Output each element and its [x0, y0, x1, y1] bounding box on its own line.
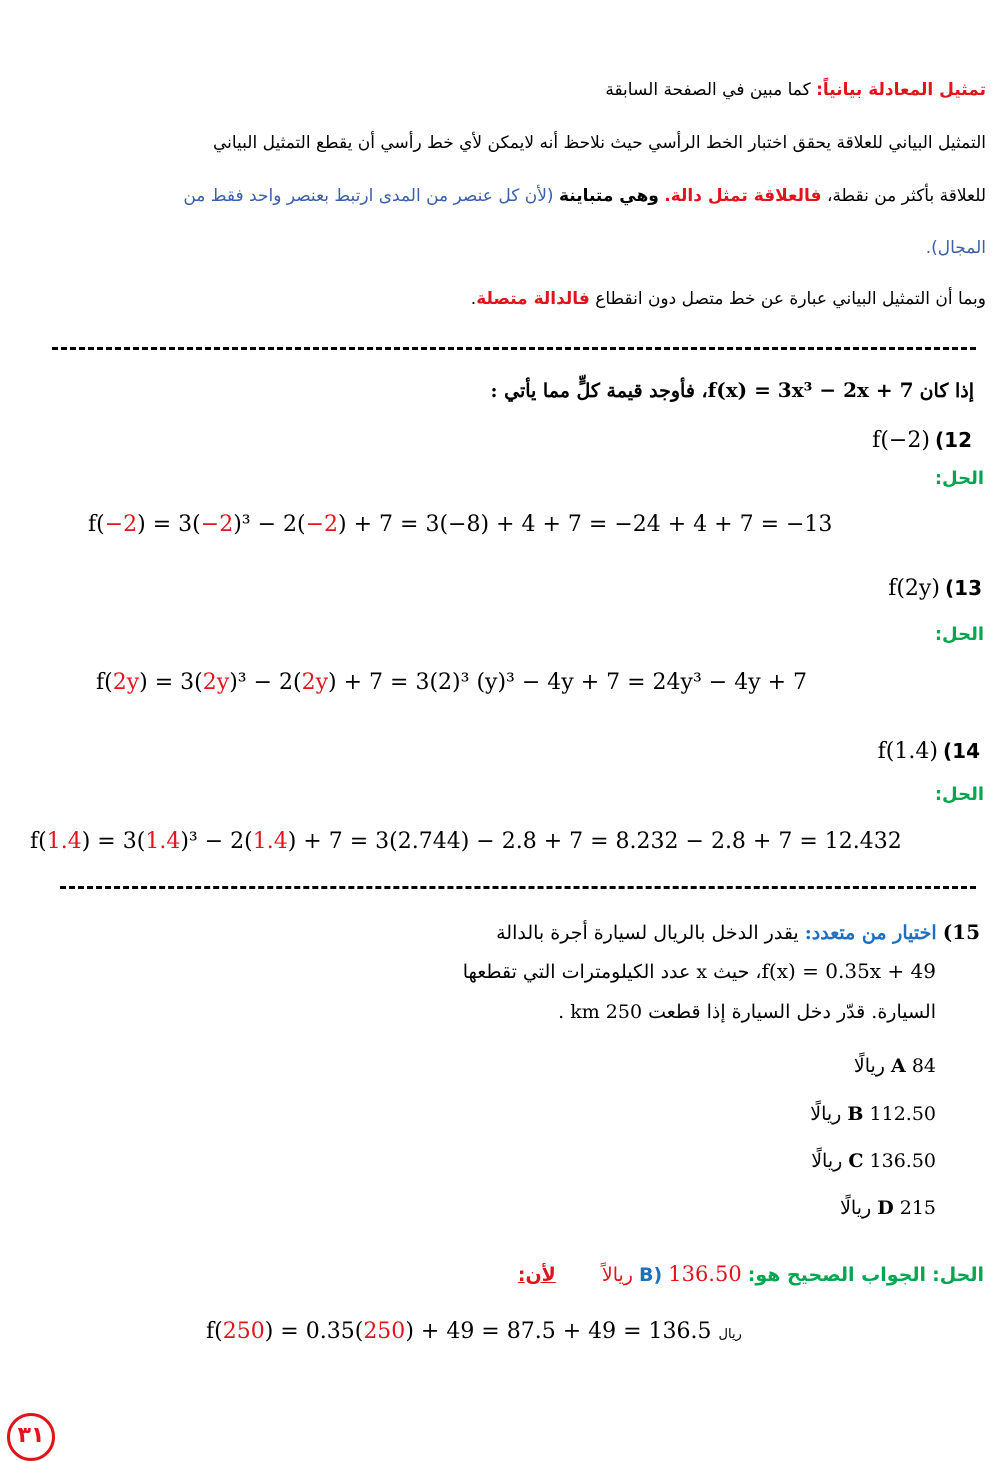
eq-part: f( [30, 829, 47, 854]
continuous-conclusion: فالدالة متصلة [476, 289, 590, 309]
eq-sub: −2 [305, 512, 339, 537]
question-text: ، حيث x عدد الكيلومترات التي تقطعها [462, 961, 762, 983]
question-15-line2 [380, 959, 936, 983]
eq-part: ) = 3( [139, 670, 203, 695]
question-13 [700, 576, 982, 601]
eq-sub: 2y [202, 670, 230, 695]
eq-sub: 1.4 [252, 829, 288, 854]
question-number: 13) [945, 576, 982, 600]
eq-sub: −2 [104, 512, 138, 537]
eq-part: ) + 7 = 3(−8) + 4 + 7 = −24 + 4 + 7 = −13 [338, 512, 833, 537]
para2 [10, 289, 986, 309]
question-text: يقدر الدخل بالريال لسيارة أجرة بالدالة [496, 922, 799, 944]
eq-part: ) + 7 = 3(2.744) − 2.8 + 7 = 8.232 − 2.8 + 7 = 12.432 [287, 829, 902, 854]
option-letter: B [847, 1103, 864, 1125]
function-definition: f(x) = 3x³ − 2x + 7 [707, 378, 914, 402]
option-letter: C [848, 1150, 864, 1172]
solution-label-14: الحل: [934, 784, 984, 805]
option-value: 84 [911, 1055, 936, 1077]
eq-sub: 1.4 [46, 829, 82, 854]
eq-sub: 250 [363, 1319, 406, 1344]
eq-part: )³ − 2( [180, 829, 253, 854]
multiple-choice-label: اختيار من متعدد: [804, 922, 937, 944]
eq-part: )³ − 2( [229, 670, 302, 695]
intro-text: إذا كان [919, 380, 974, 402]
answer-label: الحل: [932, 1264, 984, 1286]
question-15-line1 [380, 920, 980, 944]
eq-sub: 2y [112, 670, 140, 695]
eq-part: ) = 3( [137, 512, 201, 537]
question-expr: f(2y) [888, 576, 940, 601]
para1-line3: المجال). [925, 238, 986, 258]
option-letter: D [877, 1197, 894, 1219]
equation-13 [96, 670, 807, 695]
option-a[interactable] [854, 1055, 936, 1077]
para2-period: . [470, 289, 477, 309]
equation-14 [30, 829, 902, 854]
option-unit: ريالًا [853, 1055, 885, 1077]
intro-text-2: ، فأوجد قيمة كلٍّ مما يأتي : [490, 380, 708, 402]
option-value: 215 [899, 1197, 936, 1219]
because-label: لأن: [517, 1264, 556, 1286]
question-number: 12) [935, 428, 972, 452]
section1-title: تمثيل المعادلة بيانياً: [816, 80, 986, 100]
page-number: ٣١ [7, 1413, 55, 1461]
section1-title-line [10, 80, 986, 100]
answer-value: 136.50 [668, 1262, 742, 1286]
para1-text: للعلاقة بأكثر من نقطة، [826, 186, 986, 206]
eq-part: f( [206, 1319, 223, 1344]
answer-text: الجواب الصحيح هو: [747, 1264, 927, 1286]
exercise-intro [400, 378, 974, 402]
question-expr: f(1.4) [877, 739, 938, 764]
divider [52, 347, 976, 350]
function-conclusion: فالعلاقة تمثل دالة. [664, 186, 822, 206]
question-number: 15) [942, 920, 980, 944]
option-value: 136.50 [869, 1150, 936, 1172]
para1-line1: التمثيل البياني للعلاقة يحقق اختبار الخط الرأسي حيث نلاحظ أنه لايمكن لأي خط رأسي أن يقطع التمثيل البياني [212, 133, 986, 153]
divider [60, 886, 976, 889]
option-letter: A [891, 1055, 906, 1077]
section1-title-rest: كما مبين في الصفحة السابقة [605, 80, 811, 100]
eq-part: ) = 0.35( [264, 1319, 364, 1344]
eq-part: f( [96, 670, 113, 695]
option-unit: ريالًا [811, 1150, 843, 1172]
eq-sub: 1.4 [145, 829, 181, 854]
option-b[interactable] [810, 1103, 936, 1125]
solution-label-13: الحل: [934, 624, 984, 645]
answer-unit: ريالاً [601, 1264, 633, 1286]
option-unit: ريالًا [810, 1103, 842, 1125]
equation-12 [88, 512, 832, 537]
income-function: f(x) = 0.35x + 49 [761, 959, 936, 983]
eq-sub: 2y [301, 670, 329, 695]
eq-part: ) = 3( [81, 829, 146, 854]
question-number: 14) [943, 739, 980, 763]
final-equation [206, 1319, 742, 1344]
para1-line2 [10, 186, 986, 206]
para2-text: وبما أن التمثيل البياني عبارة عن خط متصل دون انقطاع [595, 289, 986, 309]
eq-part: ) + 49 = 87.5 + 49 = 136.5 [405, 1319, 712, 1344]
question-15-line3: السيارة. قدّر دخل السيارة إذا قطعت 250 km . [558, 1001, 936, 1023]
option-unit: ريالًا [840, 1197, 872, 1219]
option-c[interactable] [811, 1150, 936, 1172]
one-to-one-reason: (لأن كل عنصر من المدى ارتبط بعنصر واحد فقط من [183, 186, 554, 206]
eq-sub: 250 [222, 1319, 265, 1344]
eq-part: )³ − 2( [233, 512, 306, 537]
eq-part: ) + 7 = 3(2)³ (y)³ − 4y + 7 = 24y³ − 4y + 7 [328, 670, 808, 695]
final-unit: ريال [718, 1327, 742, 1342]
question-14 [700, 739, 980, 764]
one-to-one-label: وهي متباينة [558, 186, 659, 206]
option-value: 112.50 [869, 1103, 936, 1125]
eq-sub: −2 [200, 512, 234, 537]
answer-line [420, 1262, 984, 1286]
question-12 [700, 428, 972, 453]
solution-label-12: الحل: [934, 468, 984, 489]
answer-letter: B) [639, 1264, 663, 1286]
eq-part: f( [88, 512, 105, 537]
question-expr: f(−2) [872, 428, 930, 453]
option-d[interactable] [840, 1197, 936, 1219]
